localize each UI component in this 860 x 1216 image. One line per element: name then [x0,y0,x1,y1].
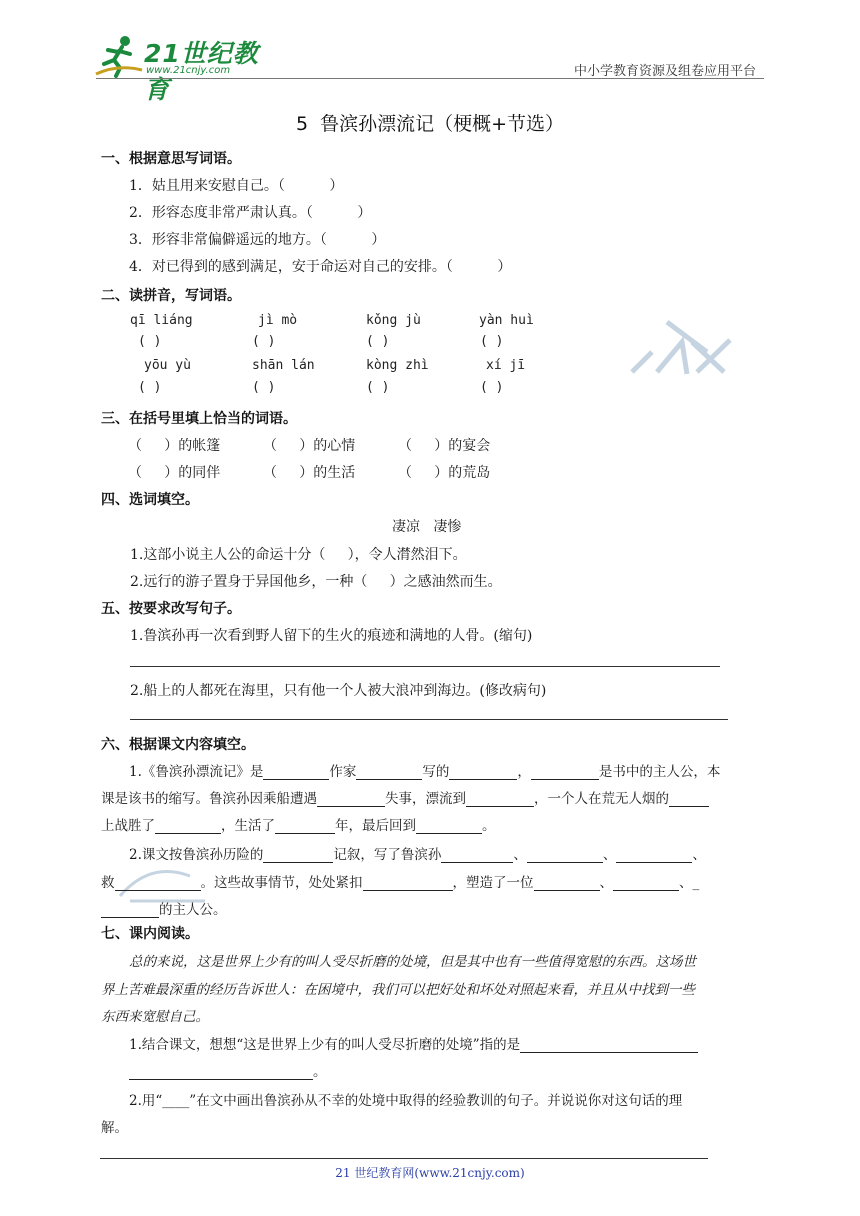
passage-line-2: 界上苦难最深重的经历告诉世人：在困境中，我们可以把好处和坏处对照起来看，并且从中找到一些 [101,982,695,998]
paren-2[interactable]: ( ) [252,334,276,349]
blank[interactable] [449,765,517,780]
blank[interactable] [613,876,679,891]
blank[interactable] [416,819,482,834]
blank[interactable] [441,848,513,863]
section-7-heading: 七、课内阅读。 [101,926,199,942]
pinyin-7: kòng zhì [366,358,429,373]
header-divider [96,78,764,79]
pinyin-5: yōu yù [144,358,191,373]
s1-item-2: 2．形容态度非常严肃认真。（ ） [129,205,372,221]
section-6-heading: 六、根据课文内容填空。 [101,737,255,753]
s6-p2-line-3: 的主人公。 [101,898,227,918]
logo-text: 21世纪教育 [144,39,259,104]
pinyin-6: shān lán [252,358,315,373]
footer-text[interactable]: 21 世纪教育网(www.21cnjy.com) [335,1166,525,1180]
s6-p1-line-2: 课是该书的缩写。鲁滨孙因乘船遭遇 失事，漂流到 ，一个人在荒无人烟的 [101,787,709,807]
s6-p1-line-3: 上战胜了 ，生活了 年，最后回到 。 [101,818,496,834]
s5-item-2: 2.船上的人都死在海里，只有他一个人被大浪冲到海边。(修改病句) [130,683,547,699]
answer-line-1[interactable] [130,666,720,667]
page-title [0,109,860,136]
blank[interactable] [520,1038,698,1053]
blank[interactable] [616,848,692,863]
blank[interactable] [155,819,221,834]
lesson-number: 5 [295,113,309,135]
blank[interactable] [534,876,600,891]
s4-item-1: 1.这部小说主人公的命运十分（ ），令人潸然泪下。 [130,547,467,563]
blank[interactable] [669,792,709,807]
s5-item-1: 1.鲁滨孙再一次看到野人留下的生火的痕迹和满地的人骨。(缩句) [130,628,533,644]
pinyin-8: xí jī [486,358,526,373]
blank[interactable] [466,792,534,807]
s3-item-4: （ ）的同伴 [128,465,221,481]
logo-url: www.21cnjy.com [146,65,231,76]
s6-p2-line-2: 救 。这些故事情节，处处紧扣 ，塑造了一位 、 、_ [101,875,700,891]
section-1-heading: 一、根据意思写词语。 [101,151,241,167]
section-3-heading: 三、在括号里填上恰当的词语。 [101,411,297,427]
s7-question-2-cont: 解。 [101,1120,128,1136]
blank[interactable] [263,765,329,780]
footer-divider [100,1158,708,1159]
runner-logo-icon [92,34,144,78]
paren-3[interactable]: ( ) [366,334,390,349]
answer-line-2[interactable] [130,719,728,720]
blank[interactable] [356,765,422,780]
section-2-heading: 二、读拼音，写词语。 [101,288,241,304]
paren-8[interactable]: ( ) [480,380,504,395]
pinyin-3: kǒng jù [366,313,421,328]
s6-p2-line-1: 2.课文按鲁滨孙历险的 记叙，写了鲁滨孙 、 、 、 [129,847,706,863]
blank[interactable] [115,876,201,891]
blank[interactable] [101,903,159,918]
paren-5[interactable]: ( ) [138,380,162,395]
paren-1[interactable]: ( ) [138,334,162,349]
pinyin-4: yàn huì [479,313,534,328]
s7-question-1: 1.结合课文，想想“这是世界上少有的叫人受尽折磨的处境”指的是 [129,1033,698,1053]
s6-p1-line-1: 1.《鲁滨孙漂流记》是 作家 写的 ， 是书中的主人公，本 [129,764,721,780]
lesson-title: 鲁滨孙漂流记（梗概+节选） [320,113,564,135]
blank[interactable] [531,765,599,780]
paren-7[interactable]: ( ) [366,380,390,395]
section-5-heading: 五、按要求改写句子。 [101,601,241,617]
underline-mark: ____ [162,1093,190,1109]
s3-item-3: （ ）的宴会 [398,438,491,454]
s7-question-1-cont: 。 [129,1060,327,1080]
s3-item-5: （ ）的生活 [263,465,356,481]
s7-question-2: 2.用“____”在文中画出鲁滨孙从不幸的处境中取得的经验教训的句子。并说说你对这句话的理 [129,1093,683,1109]
paren-4[interactable]: ( ) [480,334,504,349]
s4-item-2: 2.远行的游子置身于异国他乡，一种（ ）之感油然而生。 [130,574,502,590]
blank[interactable] [129,1065,313,1080]
s3-item-1: （ ）的帐篷 [128,438,221,454]
section-4-heading: 四、选词填空。 [101,492,199,508]
blank[interactable] [263,848,333,863]
passage-line-1: 总的来说，这是世界上少有的叫人受尽折磨的处境，但是其中也有一些值得宽慰的东西。这场世 [129,954,696,970]
blank[interactable] [317,792,385,807]
paren-6[interactable]: ( ) [252,380,276,395]
platform-name: 中小学教育资源及组卷应用平台 [573,64,756,79]
blank[interactable] [363,876,453,891]
site-logo [92,34,262,104]
s1-item-1: 1．姑且用来安慰自己。（ ） [129,178,344,194]
s3-item-2: （ ）的心情 [263,438,356,454]
s3-item-6: （ ）的荒岛 [398,465,491,481]
s1-item-4: 4．对已得到的感到满足，安于命运对自己的安排。（ ） [129,259,512,275]
passage-line-3: 东西来宽慰自己。 [101,1009,209,1025]
pinyin-2: jì mò [258,313,298,328]
word-choices: 凄凉 凄惨 [392,519,462,535]
s1-item-3: 3．形容非常偏僻遥远的地方。（ ） [129,232,386,248]
blank[interactable] [527,848,603,863]
watermark-graphic [612,312,742,392]
pinyin-1: qī liáng [130,313,193,328]
blank[interactable] [275,819,335,834]
